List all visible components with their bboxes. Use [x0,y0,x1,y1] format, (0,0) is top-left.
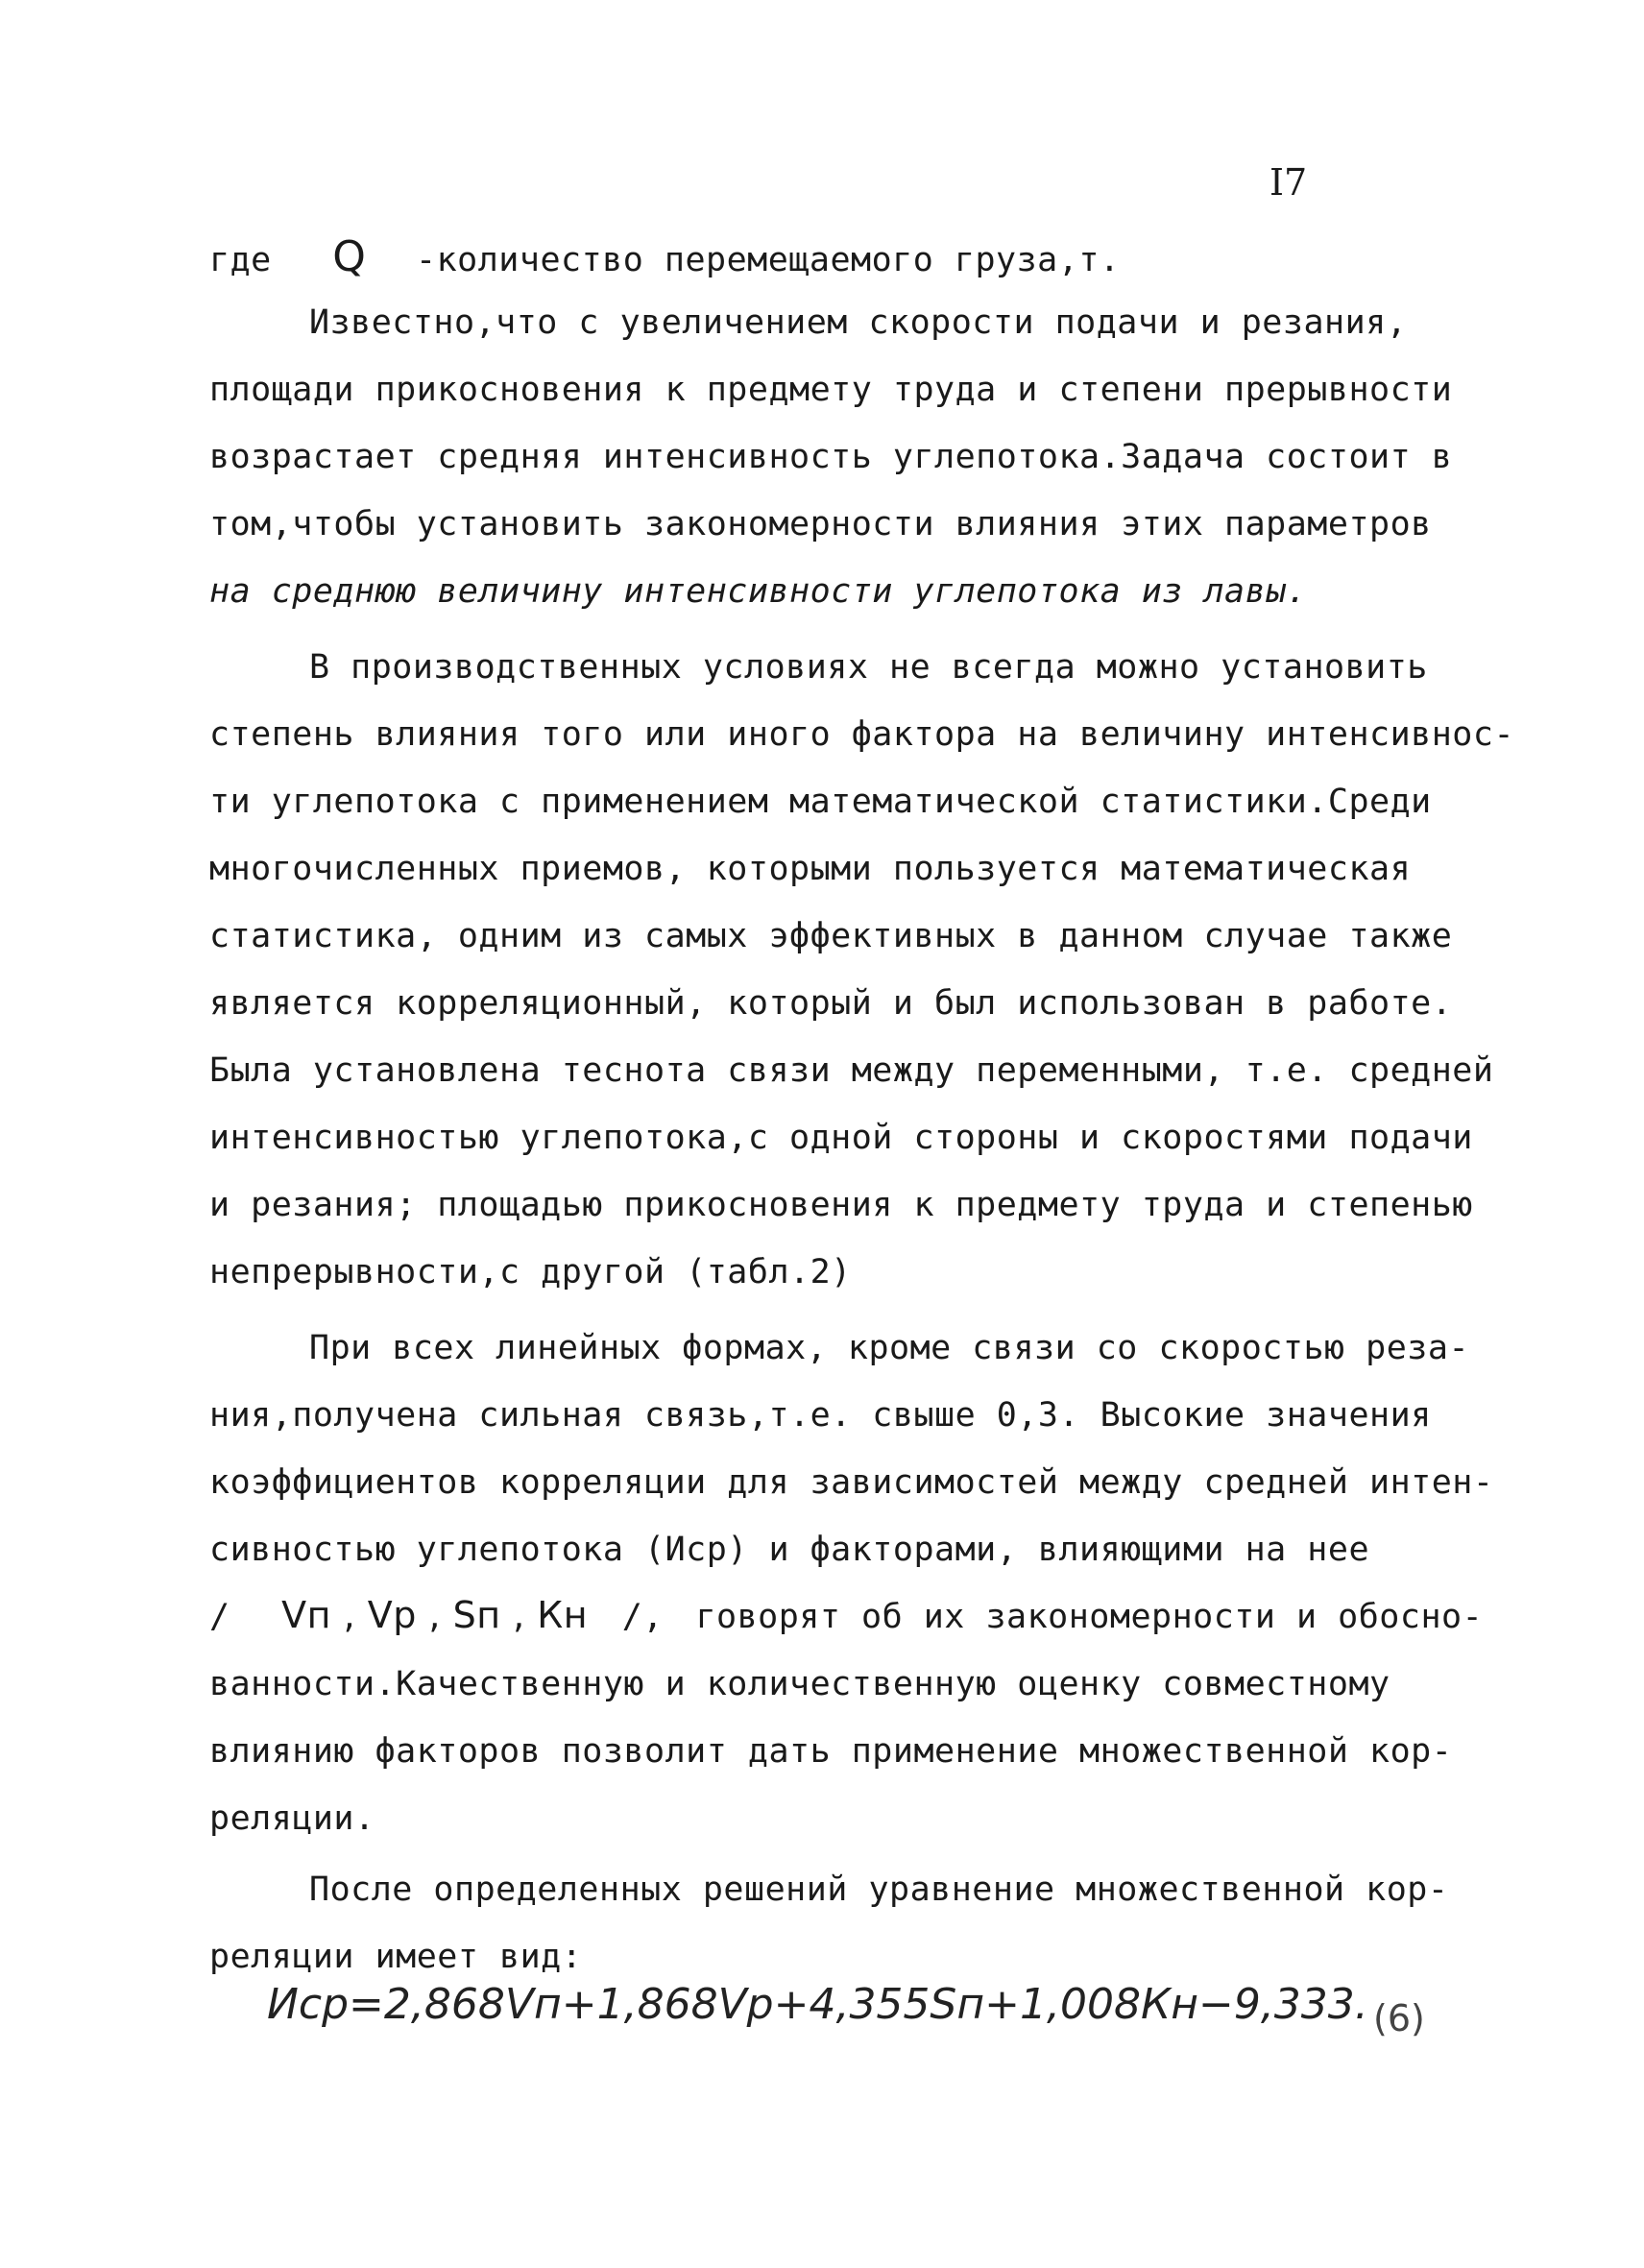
text-line: возрастает средняя интенсивность углепотока.Задача состоит в [209,438,1453,476]
vars-close: /, [621,1598,664,1636]
text-line: влиянию факторов позволит дать применение множественной кор- [209,1732,1453,1771]
text-line: многочисленных приемов, которыми пользуется математическая [209,850,1412,888]
where-text: -количество перемещаемого груза,т. [416,241,1121,279]
text-line: Известно,что с увеличением скорости подачи и резания, [309,303,1408,342]
vars-list: Vп , Vр , Sп , Кн [281,1594,589,1636]
text-line: степень влияния того или иного фактора на величину интенсивнос- [209,715,1515,754]
where-symbol: Q [332,232,367,281]
text-line: непрерывности,с другой (табл.2) [209,1253,852,1291]
where-lead: где [209,241,272,279]
text-line: ванности.Качественную и количественную оценку совместному [209,1665,1390,1703]
text-line: и резания; площадью прикосновения к предмету труда и степенью [209,1186,1473,1224]
text-line: ния,получена сильная связь,т.е. свыше 0,3. Высокие значения [209,1396,1432,1435]
vars-open: / [209,1598,230,1636]
text-line: После определенных решений уравнение множественной кор- [309,1870,1449,1909]
equation-number: (6) [1373,1997,1425,2039]
text-line: сивностью углепотока (Иср) и факторами, влияющими на нее [209,1531,1370,1569]
text-line: ти углепотока с применением математической статистики.Среди [209,783,1432,821]
text-line: площади прикосновения к предмету труда и степени прерывности [209,371,1453,409]
text-line: реляции. [209,1799,375,1838]
where-line [209,232,1120,281]
text-line: статистика, одним из самых эффективных в данном случае также [209,917,1453,955]
vars-text: говорят об их закономерности и обосно- [695,1598,1484,1636]
text-line: реляции имеет вид: [209,1938,583,1976]
text-line: В производственных условиях не всегда можно установить [309,648,1428,687]
text-line: Была установлена теснота связи между переменными, т.е. средней [209,1051,1494,1090]
page-number: I7 [1269,161,1308,204]
text-line: на среднюю величину интенсивности углепотока из лавы. [209,572,1308,611]
text-line: том,чтобы установить закономерности влияния этих параметров [209,505,1432,543]
variables-line [209,1594,1483,1636]
text-line: является корреляционный, который и был использован в работе. [209,984,1453,1023]
text-line: При всех линейных формах, кроме связи со скоростью реза- [309,1329,1470,1367]
regression-formula: Иср=2,868Vп+1,868Vр+4,355Sп+1,008Кн−9,333. [267,1980,1368,2029]
text-line: коэффициентов корреляции для зависимостей между средней интен- [209,1463,1494,1502]
text-line: интенсивностью углепотока,с одной стороны и скоростями подачи [209,1119,1473,1157]
